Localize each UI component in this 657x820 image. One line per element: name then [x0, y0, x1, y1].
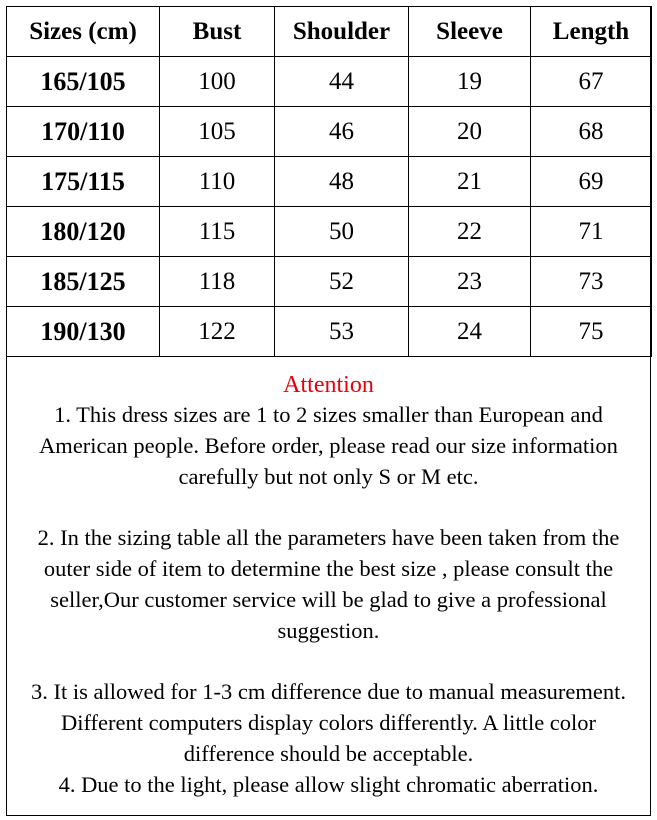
note-size-warning: 1. This dress sizes are 1 to 2 sizes smaller than European and American people. Before order, please read our size information carefully but not only S or M etc.	[39, 402, 618, 489]
table-row	[7, 157, 652, 207]
table-row	[7, 307, 652, 357]
note-measurement-tolerance: 3. It is allowed for 1-3 cm difference due to manual measurement. Different computers display colors differently. A little color difference should be acceptable.	[31, 679, 626, 766]
sleeve-cell: 20	[409, 107, 531, 157]
size-cell: 190/130	[7, 307, 160, 357]
size-cell: 180/120	[7, 207, 160, 257]
note-chromatic-aberration: 4. Due to the light, please allow slight chromatic aberration.	[58, 771, 599, 797]
note-spacer	[6, 492, 651, 523]
header-bust: Bust	[160, 7, 275, 57]
length-cell: 71	[531, 207, 652, 257]
bust-cell: 115	[160, 207, 275, 257]
header-sizes: Sizes (cm)	[7, 7, 160, 57]
length-cell: 69	[531, 157, 652, 207]
table-row	[7, 257, 652, 307]
size-table	[6, 6, 652, 357]
bust-cell: 105	[160, 107, 275, 157]
sleeve-cell: 23	[409, 257, 531, 307]
bust-cell: 100	[160, 57, 275, 107]
note-measurement-method: 2. In the sizing table all the parameters have been taken from the outer side of item to determine the best size , please consult the seller,Our customer service will be glad to give a professional suggestion.	[37, 525, 620, 643]
header-sleeve: Sleeve	[409, 7, 531, 57]
shoulder-cell: 53	[275, 307, 409, 357]
shoulder-cell: 44	[275, 57, 409, 107]
table-row	[7, 107, 652, 157]
table-row	[7, 207, 652, 257]
sleeve-cell: 24	[409, 307, 531, 357]
bust-cell: 118	[160, 257, 275, 307]
length-cell: 75	[531, 307, 652, 357]
note-spacer	[6, 646, 651, 677]
attention-title: Attention	[283, 372, 374, 398]
shoulder-cell: 48	[275, 157, 409, 207]
header-length: Length	[531, 7, 652, 57]
size-cell: 175/115	[7, 157, 160, 207]
size-cell: 170/110	[7, 107, 160, 157]
length-cell: 73	[531, 257, 652, 307]
size-cell: 165/105	[7, 57, 160, 107]
shoulder-cell: 46	[275, 107, 409, 157]
sleeve-cell: 21	[409, 157, 531, 207]
shoulder-cell: 52	[275, 257, 409, 307]
bust-cell: 122	[160, 307, 275, 357]
length-cell: 67	[531, 57, 652, 107]
table-row	[7, 57, 652, 107]
attention-notes	[6, 370, 651, 800]
sleeve-cell: 22	[409, 207, 531, 257]
size-cell: 185/125	[7, 257, 160, 307]
header-shoulder: Shoulder	[275, 7, 409, 57]
sleeve-cell: 19	[409, 57, 531, 107]
shoulder-cell: 50	[275, 207, 409, 257]
bust-cell: 110	[160, 157, 275, 207]
length-cell: 68	[531, 107, 652, 157]
table-header-row	[7, 7, 652, 57]
